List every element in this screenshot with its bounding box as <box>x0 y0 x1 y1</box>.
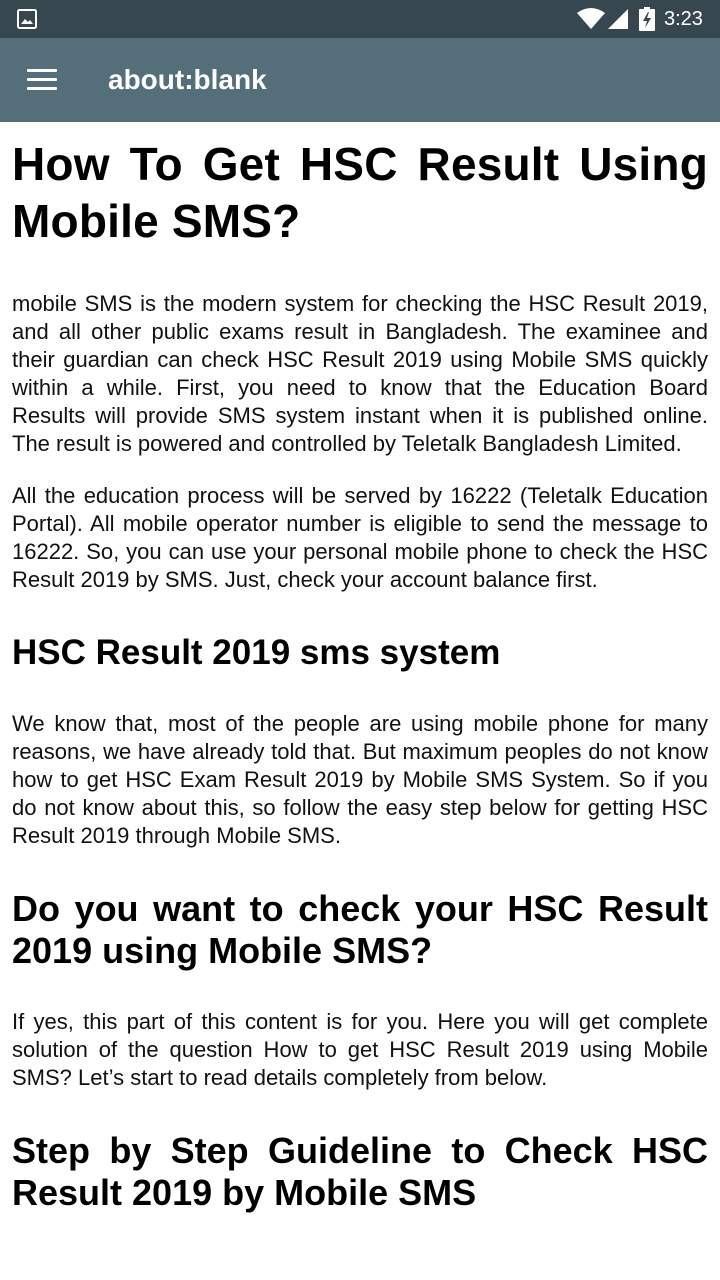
section-heading: Do you want to check your HSC Result 2019 using Mobile SMS? <box>12 888 708 971</box>
page-title: about:blank <box>108 64 267 95</box>
hamburger-menu-icon[interactable] <box>16 58 68 102</box>
gallery-icon <box>17 9 37 29</box>
article-content <box>12 122 708 1214</box>
app-bar <box>0 38 720 122</box>
article-paragraph: All the education process will be served by 16222 (Teletalk Education Portal). All mobile operator number is eligible to send the message to 16222. So, you can use your personal mobile phone to check the HSC Result 2019 by SMS. Just, check your account balance first. <box>12 483 708 592</box>
article-paragraph: mobile SMS is the modern system for checking the HSC Result 2019, and all other public exams result in Bangladesh. The examinee and their guardian can check HSC Result 2019 using Mobile SMS quickly within a while. First, you need to know that the Education Board Results will provide SMS system instant when it is published online. The result is powered and controlled by Teletalk Bangladesh Limited. <box>12 291 708 456</box>
status-clock: 3:23 <box>664 8 703 30</box>
wifi-icon <box>576 8 606 30</box>
signal-icon <box>606 8 630 30</box>
section-heading: HSC Result 2019 sms system <box>12 633 501 672</box>
section-paragraph: We know that, most of the people are using mobile phone for many reasons, we have already told that. But maximum peoples do not know how to get HSC Exam Result 2019 by Mobile SMS System. So if you do not know about this, so follow the easy step below for getting HSC Result 2019 through Mobile SMS. <box>12 711 708 848</box>
section-paragraph: If yes, this part of this content is for you. Here you will get complete solution of the question How to get HSC Result 2019 using Mobile SMS? Let’s start to read details completely from below. <box>12 1009 708 1090</box>
article-title: How To Get HSC Result Using Mobile SMS? <box>12 138 708 247</box>
section-heading: Step by Step Guideline to Check HSC Result 2019 by Mobile SMS <box>12 1130 708 1213</box>
battery-charging-icon <box>639 7 655 31</box>
status-bar <box>0 0 720 38</box>
